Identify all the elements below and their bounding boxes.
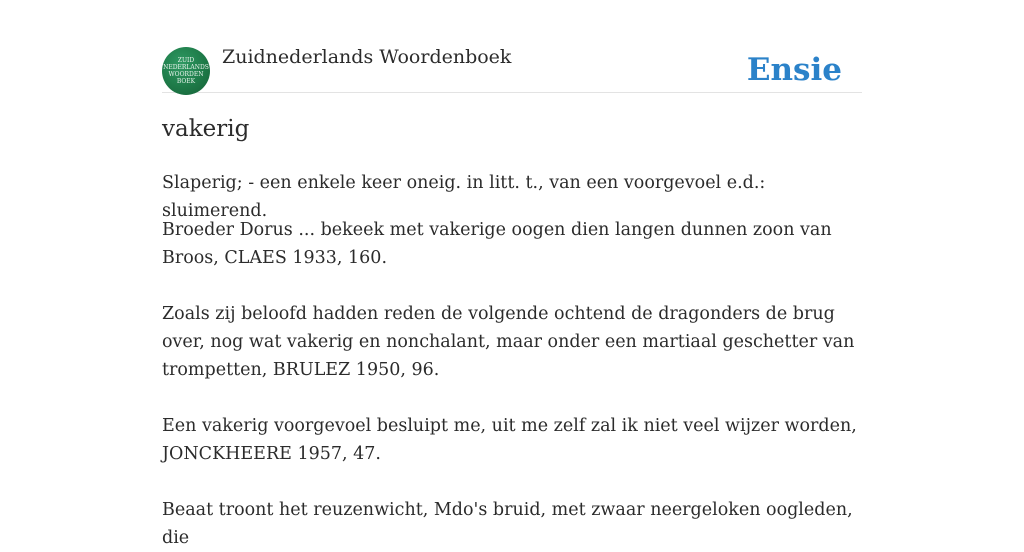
logo-line-4: BOEK	[176, 78, 196, 85]
logo-line-2: NEDERLANDS	[163, 64, 209, 71]
site-title[interactable]: Zuidnederlands Woordenboek	[222, 46, 512, 68]
dictionary-logo[interactable]	[162, 47, 210, 95]
logo-line-1: ZUID	[177, 57, 195, 64]
quote-2: Zoals zij beloofd hadden reden de volgende ochtend de dragonders de brug over, nog wat vakerig en nonchalant, maar onder een martiaal geschetter van trompetten, BRULEZ 1950, 96.	[162, 304, 855, 380]
quote-4: Beaat troont het reuzenwicht, Mdo's bruid, met zwaar neergeloken oogleden, die	[162, 500, 853, 548]
site-header	[162, 0, 862, 93]
quote-1: Broeder Dorus ... bekeek met vakerige oogen dien langen dunnen zoon van Broos, CLAES 1933, 160.	[162, 220, 832, 268]
brand-logo[interactable]: Ensie	[746, 52, 842, 88]
entry-definition: Slaperig; - een enkele keer oneig. in litt. t., van een voorgevoel e.d.: sluimerend.	[162, 173, 766, 221]
quote-3: Een vakerig voorgevoel besluipt me, uit me zelf zal ik niet veel wijzer worden, JONCKHEERE 1957, 47.	[162, 416, 857, 464]
entry-headword: vakerig	[162, 116, 250, 142]
logo-line-3: WOORDEN	[168, 71, 204, 78]
page	[162, 0, 862, 548]
